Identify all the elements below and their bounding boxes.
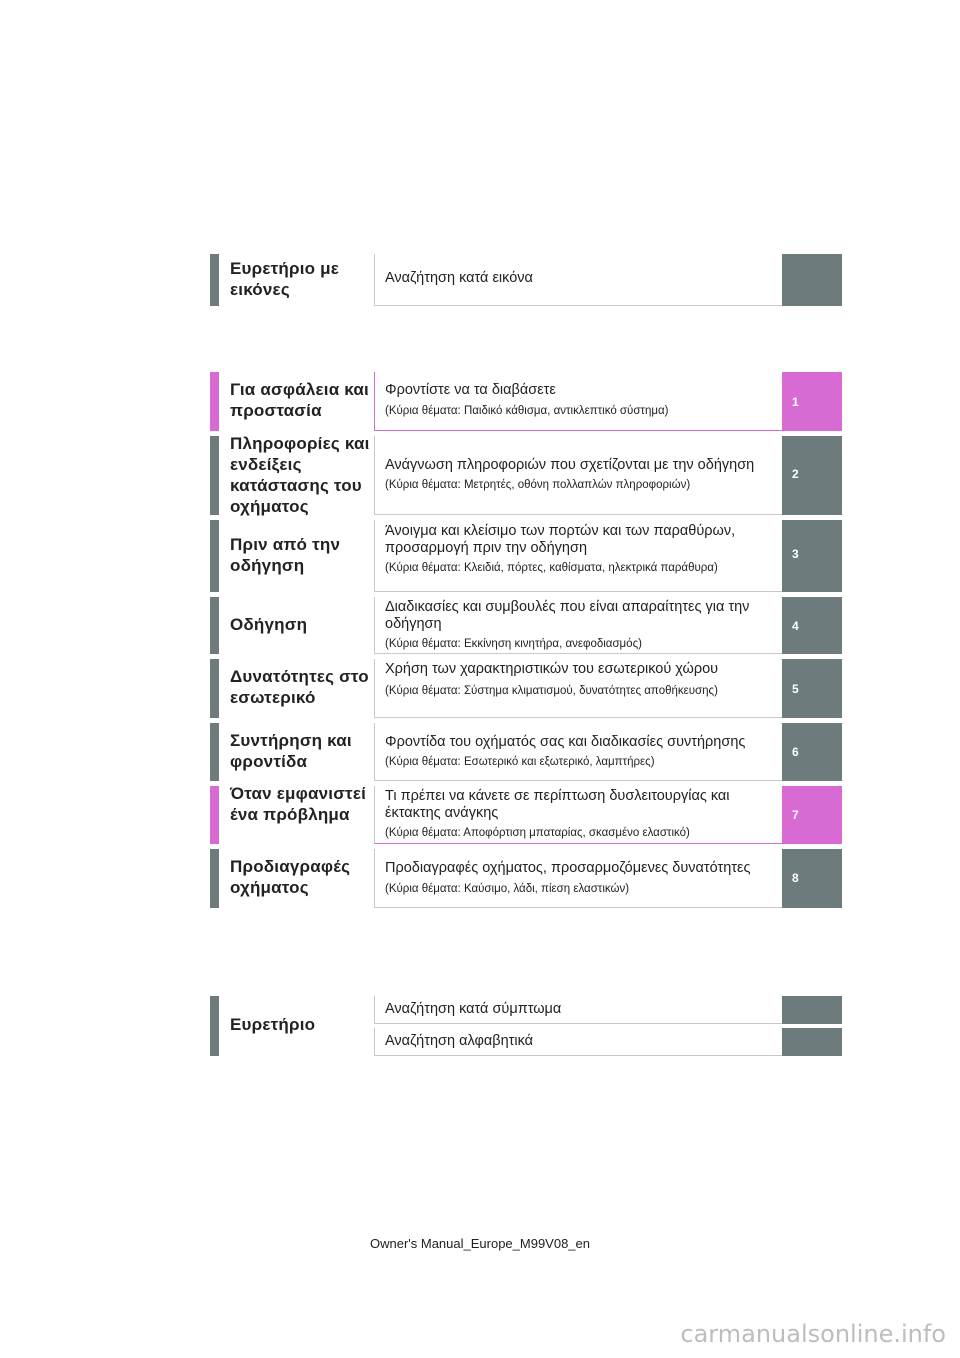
chapter-row-5[interactable] xyxy=(210,659,842,718)
chapter-main-text: Φροντίστε να τα διαβάσετε xyxy=(385,382,556,398)
section-bar xyxy=(210,659,219,718)
section-bar xyxy=(210,597,219,654)
chapter-row-1[interactable] xyxy=(210,372,842,431)
chapter-row-7[interactable] xyxy=(210,786,842,844)
chapter-main-text: Προδιαγραφές οχήματος, προσαρμοζόμενες δυνατότητες xyxy=(385,860,751,876)
section-bar xyxy=(210,849,219,908)
section-bar xyxy=(210,723,219,781)
chapter-main-text: Χρήση των χαρακτηριστικών του εσωτερικού χώρου xyxy=(385,661,719,677)
section-bar xyxy=(210,372,219,431)
chapter-title: Προδιαγραφές οχήματος xyxy=(230,857,351,897)
index-item-tab[interactable] xyxy=(782,996,842,1024)
chapter-title: Πληροφορίες και ενδείξεις κατάστασης του οχήματος xyxy=(230,434,370,516)
index-item-box xyxy=(374,1028,782,1056)
chapter-sub-text: (Κύρια θέματα: Εκκίνηση κινητήρα, ανεφοδιασμός) xyxy=(385,638,642,650)
index-section xyxy=(210,996,842,1056)
chapter-description-box xyxy=(374,723,782,781)
chapter-sub-text: (Κύρια θέματα: Εσωτερικό και εξωτερικό, λαμπτήρες) xyxy=(385,756,655,768)
chapter-title: Συντήρηση και φροντίδα xyxy=(230,731,352,771)
chapter-sub-text: (Κύρια θέματα: Αποφόρτιση μπαταρίας, σκασμένο ελαστικό) xyxy=(385,827,690,839)
chapter-description-box xyxy=(374,372,782,431)
index-item-box xyxy=(374,996,782,1024)
chapter-number: 7 xyxy=(792,808,799,822)
chapter-number: 4 xyxy=(792,619,799,633)
picture-index-description: Αναζήτηση κατά εικόνα xyxy=(385,270,533,286)
index-item-label: Αναζήτηση αλφαβητικά xyxy=(385,1033,534,1049)
chapter-row-8[interactable] xyxy=(210,849,842,908)
chapter-tab-2[interactable] xyxy=(782,436,842,515)
chapter-tab-7[interactable] xyxy=(782,786,842,844)
chapter-number: 8 xyxy=(792,871,799,885)
chapter-tab-4[interactable] xyxy=(782,597,842,654)
chapter-row-3[interactable] xyxy=(210,520,842,592)
chapter-description-box xyxy=(374,520,782,592)
chapter-tab-3[interactable] xyxy=(782,520,842,592)
section-bar xyxy=(210,436,219,515)
chapter-main-text: Τι πρέπει να κάνετε σε περίπτωση δυσλειτουργίας και έκτακτης ανάγκης xyxy=(385,788,730,821)
section-bar xyxy=(210,786,219,844)
picture-index-title: Ευρετήριο με εικόνες xyxy=(230,259,340,299)
picture-index-description-box xyxy=(374,254,782,306)
chapter-main-text: Φροντίδα του οχήματός σας και διαδικασίες συντήρησης xyxy=(385,734,746,750)
chapter-sub-text: (Κύρια θέματα: Σύστημα κλιματισμού, δυνατότητες αποθήκευσης) xyxy=(385,685,718,697)
chapter-row-4[interactable] xyxy=(210,597,842,654)
chapter-title: Για ασφάλεια και προστασία xyxy=(230,380,369,420)
picture-index-tab[interactable] xyxy=(782,254,842,306)
chapter-tab-1[interactable] xyxy=(782,372,842,431)
index-item-label: Αναζήτηση κατά σύμπτωμα xyxy=(385,1001,562,1017)
chapter-row-6[interactable] xyxy=(210,723,842,781)
chapter-sub-text: (Κύρια θέματα: Κλειδιά, πόρτες, καθίσματα, ηλεκτρικά παράθυρα) xyxy=(385,562,718,574)
section-bar xyxy=(210,520,219,592)
chapter-number: 5 xyxy=(792,682,799,696)
section-bar xyxy=(210,254,219,306)
chapter-main-text: Άνοιγμα και κλείσιμο των πορτών και των παραθύρων, προσαρμογή πριν την οδήγηση xyxy=(385,523,736,556)
chapter-title: Οδήγηση xyxy=(230,615,308,634)
chapter-title: Πριν από την οδήγηση xyxy=(230,535,341,575)
chapter-row-2[interactable] xyxy=(210,436,842,515)
index-title: Ευρετήριο xyxy=(230,1015,316,1034)
chapter-main-text: Διαδικασίες και συμβουλές που είναι απαραίτητες για την οδήγηση xyxy=(385,599,750,632)
chapter-description-box xyxy=(374,659,782,718)
watermark: carmanualsonline.info xyxy=(680,1320,946,1348)
chapter-main-text: Ανάγνωση πληροφοριών που σχετίζονται με την οδήγηση xyxy=(385,457,755,473)
chapter-tab-5[interactable] xyxy=(782,659,842,718)
section-bar xyxy=(210,996,219,1056)
chapter-sub-text: (Κύρια θέματα: Μετρητές, οθόνη πολλαπλών πληροφοριών) xyxy=(385,479,691,491)
index-item-tab[interactable] xyxy=(782,1028,842,1056)
chapter-title: Δυνατότητες στο εσωτερικό xyxy=(230,667,369,707)
chapter-description-box xyxy=(374,597,782,654)
index-item-symptom[interactable] xyxy=(374,996,842,1024)
footer-text: Owner's Manual_Europe_M99V08_en xyxy=(369,1236,590,1251)
chapter-sub-text: (Κύρια θέματα: Καύσιμο, λάδι, πίεση ελαστικών) xyxy=(385,883,630,895)
chapter-description-box xyxy=(374,786,782,844)
chapter-number: 1 xyxy=(792,395,799,409)
chapter-sub-text: (Κύρια θέματα: Παιδικό κάθισμα, αντικλεπτικό σύστημα) xyxy=(385,405,669,417)
chapter-number: 2 xyxy=(792,467,799,481)
chapter-tab-6[interactable] xyxy=(782,723,842,781)
chapter-title: Όταν εμφανιστεί ένα πρόβλημα xyxy=(230,784,367,824)
picture-index-row[interactable] xyxy=(210,254,842,306)
chapter-number: 6 xyxy=(792,745,799,759)
chapter-description-box xyxy=(374,436,782,515)
chapter-description-box xyxy=(374,849,782,908)
chapter-tab-8[interactable] xyxy=(782,849,842,908)
index-item-alphabetical[interactable] xyxy=(374,1028,842,1056)
chapter-number: 3 xyxy=(792,547,799,561)
